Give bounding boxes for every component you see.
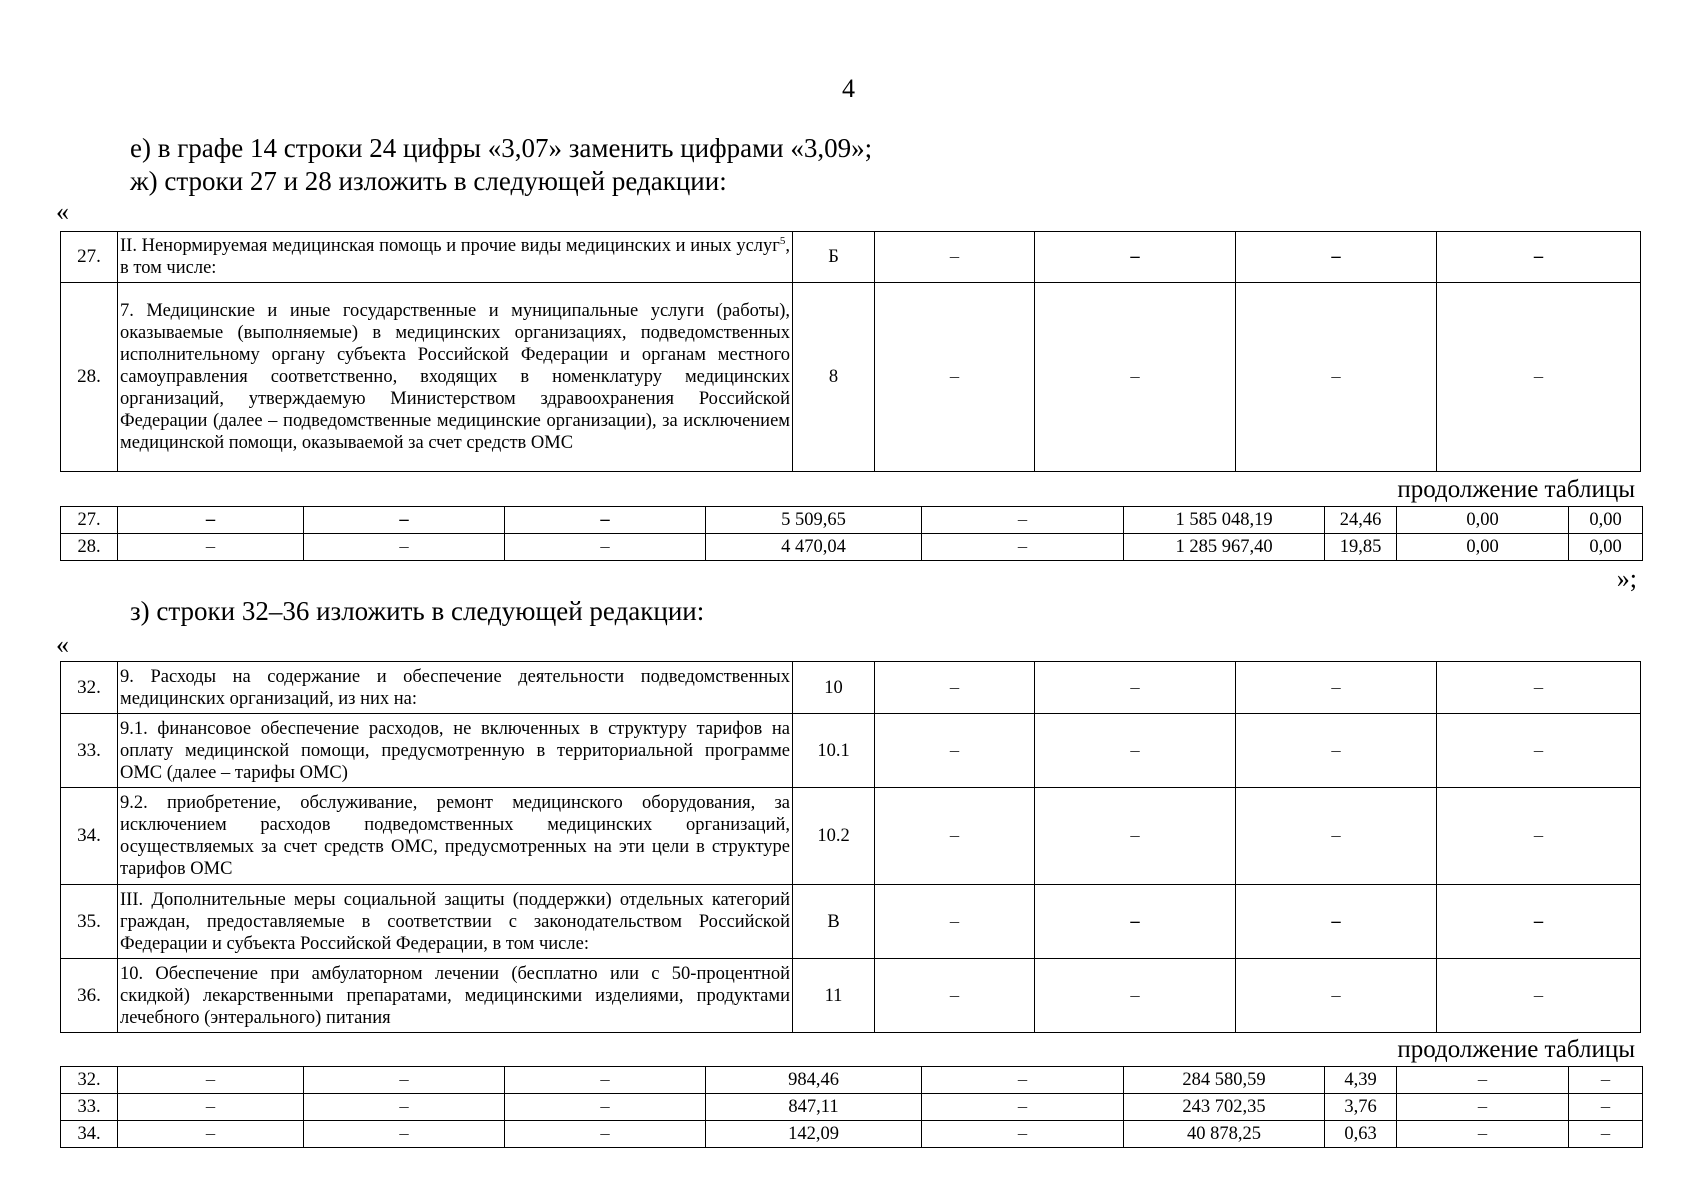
table-rows-32-36 — [60, 661, 1641, 1033]
cell: – — [505, 1121, 706, 1148]
cell: – — [922, 1121, 1124, 1148]
cell: 0,63 — [1325, 1121, 1397, 1148]
row-number: 34. — [61, 1121, 118, 1148]
cell: 0,00 — [1569, 534, 1643, 561]
row-number: 36. — [61, 959, 118, 1033]
cell: – — [1236, 662, 1437, 714]
cell: 3,76 — [1325, 1094, 1397, 1121]
cell: – — [1035, 885, 1236, 959]
cell: – — [1035, 662, 1236, 714]
cell: – — [118, 1067, 304, 1094]
cell: – — [875, 283, 1035, 472]
table-row — [61, 662, 1641, 714]
row-description: 9. Расходы на содержание и обеспечение деятельности подведомственных медицинских организаций, из них на: — [118, 662, 793, 714]
cell: – — [1569, 1067, 1643, 1094]
table-row — [61, 959, 1641, 1033]
close-quote: »; — [1616, 564, 1637, 593]
cell: – — [1397, 1094, 1569, 1121]
cell: – — [118, 1094, 304, 1121]
row-number: 27. — [61, 507, 118, 534]
row-number: 32. — [61, 662, 118, 714]
table-row — [61, 1067, 1643, 1094]
row-number: 33. — [61, 714, 118, 788]
cell: – — [922, 1067, 1124, 1094]
row-description: 9.1. финансовое обеспечение расходов, не включенных в структуру тарифов на оплату медицинской помощи, предусмотренную в территориальной программе ОМС (далее – тарифы ОМС) — [118, 714, 793, 788]
cell: – — [1236, 283, 1437, 472]
cell: – — [1236, 714, 1437, 788]
cell: 847,11 — [706, 1094, 922, 1121]
cell: 243 702,35 — [1124, 1094, 1325, 1121]
cell: – — [505, 534, 706, 561]
cell: 40 878,25 — [1124, 1121, 1325, 1148]
cell: – — [1397, 1121, 1569, 1148]
row-description: 9.2. приобретение, обслуживание, ремонт медицинского оборудования, за исключением расходов подведомственных медицинских организаций, осуществляемых за счет средств ОМС, предусмотренных на эти цели в структуре тарифов ОМС — [118, 788, 793, 885]
instruction-e: е) в графе 14 строки 24 цифры «3,07» заменить цифрами «3,09»; — [130, 133, 873, 163]
cell: – — [1397, 1067, 1569, 1094]
cell: – — [1236, 232, 1437, 283]
cell: 284 580,59 — [1124, 1067, 1325, 1094]
table-row — [61, 232, 1641, 283]
cell: 0,00 — [1569, 507, 1643, 534]
cell: – — [875, 959, 1035, 1033]
cell: – — [505, 507, 706, 534]
row-code: 11 — [793, 959, 875, 1033]
row-description: II. Ненормируемая медицинская помощь и прочие виды медицинских и иных услуг$^5$, в том числе: — [118, 232, 793, 283]
row-code: 10 — [793, 662, 875, 714]
cell: – — [875, 714, 1035, 788]
cell: – — [118, 1121, 304, 1148]
cell: – — [1437, 232, 1641, 283]
cell: – — [1035, 959, 1236, 1033]
instruction-zh: ж) строки 27 и 28 изложить в следующей редакции: — [130, 166, 727, 196]
row-description: 7. Медицинские и иные государственные и муниципальные услуги (работы), оказываемые (выполняемые) в медицинских организациях, подведомственных исполнительному органу субъекта Российской Федерации и органам местного самоуправления соответственно, входящих в номенклатуру медицинских организаций, утверждаемую Министерством здравоохранения Российской Федерации (далее – подведомственные медицинские организации), за исключением медицинской помощи, оказываемой за счет средств ОМС — [118, 283, 793, 472]
table-row — [61, 507, 1643, 534]
cell: – — [922, 534, 1124, 561]
cell: – — [505, 1067, 706, 1094]
table-row — [61, 534, 1643, 561]
cell: – — [304, 534, 505, 561]
cell: 24,46 — [1325, 507, 1397, 534]
cell: – — [304, 507, 505, 534]
row-number: 28. — [61, 283, 118, 472]
continuation-label: продолжение таблицы — [1397, 476, 1635, 503]
open-quote: « — [56, 630, 69, 659]
cell: – — [1437, 662, 1641, 714]
cell: – — [875, 232, 1035, 283]
table-row — [61, 788, 1641, 885]
row-description: III. Дополнительные меры социальной защиты (поддержки) отдельных категорий граждан, предоставляемые в соответствии с законодательством Российской Федерации и субъекта Российской Федерации, в том числе: — [118, 885, 793, 959]
cell: 5 509,65 — [706, 507, 922, 534]
cell: – — [1437, 283, 1641, 472]
row-code: 10.2 — [793, 788, 875, 885]
cell: – — [1569, 1094, 1643, 1121]
row-number: 32. — [61, 1067, 118, 1094]
cell: 0,00 — [1397, 507, 1569, 534]
cell: – — [1035, 788, 1236, 885]
cell: – — [304, 1121, 505, 1148]
row-description: 10. Обеспечение при амбулаторном лечении (бесплатно или с 50-процентной скидкой) лекарственными препаратами, медицинскими изделиями, продуктами лечебного (энтерального) питания — [118, 959, 793, 1033]
row-number: 34. — [61, 788, 118, 885]
instruction-z: з) строки 32–36 изложить в следующей редакции: — [130, 596, 705, 626]
cell: – — [1236, 788, 1437, 885]
cell: – — [1437, 959, 1641, 1033]
cell: – — [1437, 885, 1641, 959]
cell: – — [1236, 885, 1437, 959]
cell: 19,85 — [1325, 534, 1397, 561]
cell: – — [118, 534, 304, 561]
cell: – — [1569, 1121, 1643, 1148]
cell: – — [875, 885, 1035, 959]
cell: – — [922, 507, 1124, 534]
row-code: В — [793, 885, 875, 959]
cell: – — [505, 1094, 706, 1121]
cell: – — [1437, 788, 1641, 885]
row-number: 33. — [61, 1094, 118, 1121]
cell: 4 470,04 — [706, 534, 922, 561]
row-code: 8 — [793, 283, 875, 472]
cell: – — [1236, 959, 1437, 1033]
cell: 0,00 — [1397, 534, 1569, 561]
cell: – — [1035, 714, 1236, 788]
cell: – — [1035, 283, 1236, 472]
table-row — [61, 885, 1641, 959]
table-row — [61, 714, 1641, 788]
cell: – — [875, 662, 1035, 714]
open-quote: « — [56, 197, 69, 226]
row-code: Б — [793, 232, 875, 283]
cell: 4,39 — [1325, 1067, 1397, 1094]
cell: – — [922, 1094, 1124, 1121]
table-continuation-27-28 — [60, 506, 1643, 561]
continuation-label: продолжение таблицы — [1397, 1036, 1635, 1063]
page-number: 4 — [842, 74, 855, 103]
cell: – — [1437, 714, 1641, 788]
cell: – — [1035, 232, 1236, 283]
cell: – — [304, 1094, 505, 1121]
table-row — [61, 1094, 1643, 1121]
cell: – — [304, 1067, 505, 1094]
row-number: 35. — [61, 885, 118, 959]
table-continuation-32-34 — [60, 1066, 1643, 1148]
cell: 984,46 — [706, 1067, 922, 1094]
cell: 142,09 — [706, 1121, 922, 1148]
row-code: 10.1 — [793, 714, 875, 788]
table-row — [61, 283, 1641, 472]
cell: 1 585 048,19 — [1124, 507, 1325, 534]
row-number: 27. — [61, 232, 118, 283]
row-number: 28. — [61, 534, 118, 561]
table-rows-27-28 — [60, 231, 1641, 472]
cell: – — [118, 507, 304, 534]
table-row — [61, 1121, 1643, 1148]
cell: 1 285 967,40 — [1124, 534, 1325, 561]
cell: – — [875, 788, 1035, 885]
